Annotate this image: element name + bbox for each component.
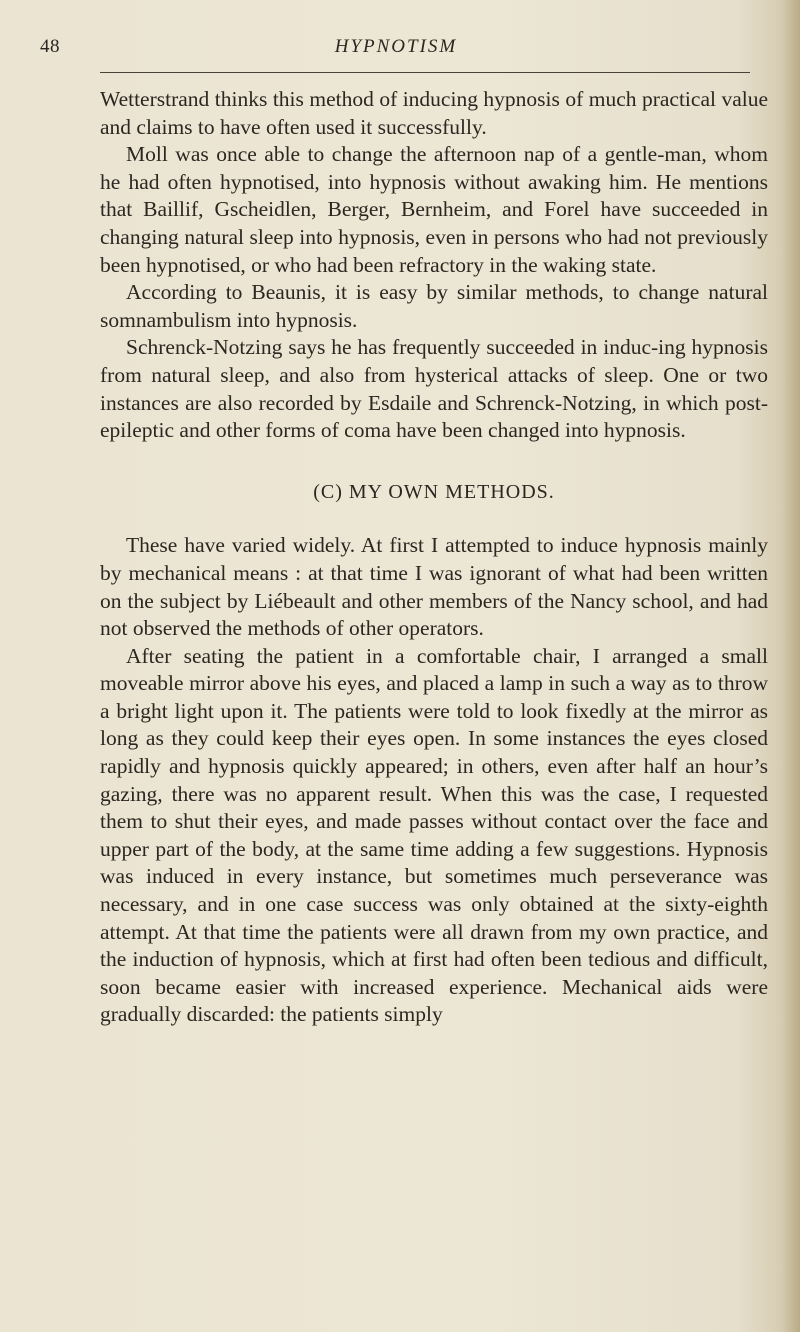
- paragraph: Schrenck-Notzing says he has frequently succeeded in induc-ing hypnosis from natural sleep, and also from hysterical attacks of sleep. One or two instances are also recorded by Esdaile and Schrenck-Notzing, in which post-epileptic and other forms of coma have been changed into hypnosis.: [100, 335, 768, 443]
- page-number: 48: [40, 36, 60, 57]
- paragraph: After seating the patient in a comfortable chair, I arranged a small moveable mirror above his eyes, and placed a lamp in such a way as to throw a bright light upon it. The patients were told to look fixedly at the mirror as long as they could keep their eyes open. In some instances the eyes closed rapidly and hypnosis quickly appeared; in others, even after half an hour’s gazing, there was no apparent result. When this was the case, I requested them to shut their eyes, and made passes without contact over the face and upper part of the body, at the same time adding a few suggestions. Hypnosis was induced in every instance, but sometimes much perseverance was necessary, and in one case success was only obtained at the sixty-eighth attempt. At that time the patients were all drawn from my own practice, and the induction of hypnosis, which at first had often been tedious and difficult, soon became easier with increased experience. Mechanical aids were gradually discarded: the patients simply: [100, 643, 768, 1027]
- running-title: HYPNOTISM: [334, 36, 458, 57]
- paragraph: Moll was once able to change the afternoon nap of a gentle-man, whom he had often hypnotised, into hypnosis without awaking him. He mentions that Baillif, Gscheidlen, Berger, Bernheim, and Forel have succeeded in changing natural sleep into hypnosis, even in persons who had not previously been hypnotised, or who had been refractory in the waking state.: [100, 142, 768, 277]
- paragraph: These have varied widely. At first I attempted to induce hypnosis mainly by mechanical means : at that time I was ignorant of what had been written on the subject by Liébeault and other members of the Nancy school, and had not observed the methods of other operators.: [100, 533, 768, 641]
- body-text: [100, 86, 768, 1029]
- page-edge-shadow: [782, 0, 800, 1332]
- section-heading: (C) MY OWN METHODS.: [313, 480, 555, 503]
- paragraph: According to Beaunis, it is easy by similar methods, to change natural somnambulism into hypnosis.: [100, 280, 768, 332]
- running-head: [40, 36, 752, 64]
- header-rule: [100, 72, 750, 73]
- paragraph: Wetterstrand thinks this method of inducing hypnosis of much practical value and claims to have often used it successfully.: [100, 87, 768, 139]
